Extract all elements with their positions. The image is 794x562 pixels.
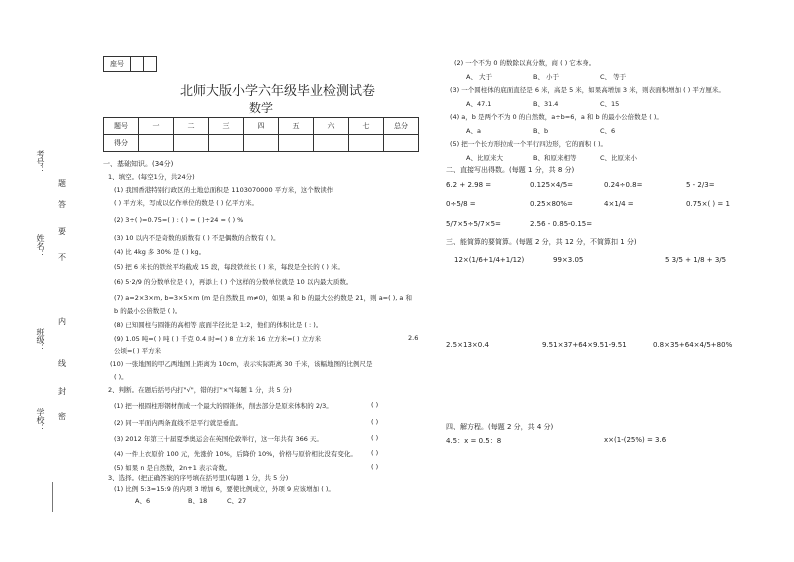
choice-option[interactable]: B、18 [188, 497, 208, 505]
judge-item: (2) 同一平面内两条直线不是平行就是垂直。 [114, 419, 243, 427]
binding-line [52, 482, 53, 512]
question-text: b 的最小公倍数是 ( )。 [114, 307, 182, 315]
judge-item: (5) 如果 n 是自然数，2n+1 表示奇数。 [114, 464, 232, 472]
simplify-item: 12×(1/6+1/4+1/12) [454, 256, 525, 264]
choice-question: (2) 一个不为 0 的数除以真分数，商 ( ) 它本身。 [454, 59, 596, 67]
score-input-cell[interactable] [349, 135, 384, 152]
side-school-label: 学校： [36, 408, 45, 432]
score-header-cell: 三 [209, 118, 244, 135]
judge-answer-box[interactable]: ( ) [371, 463, 379, 471]
question-text: 2.6 [408, 334, 419, 342]
choice-question: (4) a，b 是两个不为 0 的自然数，a÷b=6，a 和 b 的最小公倍数是 ( )。 [450, 113, 663, 121]
section-4-heading: 四、解方程。(每题 2 分，共 4 分) [446, 423, 554, 431]
calc-item: 5 - 2/3= [686, 181, 715, 189]
choice-option[interactable]: C、27 [227, 497, 247, 505]
side-char: 密 [58, 412, 66, 421]
choice-option[interactable]: C、比原来小 [600, 154, 638, 162]
question-text: (8) 已知圆柱与圆锥的高相等 底面半径比是 1:2，他们的体积比是 ( : )。 [114, 321, 323, 329]
simplify-item: 99×3.05 [553, 256, 584, 264]
question-text: (5) 把 6 米长的铁丝平均截成 15 段，每段铁丝长 ( ) 米，每段是全长的 ( ) 米。 [114, 263, 344, 271]
score-input-cell[interactable] [244, 135, 279, 152]
question-3-heading: 3、选择。(把正确答案的序号填在括号里)(每题 1 分，共 5 分) [108, 474, 289, 482]
choice-option[interactable]: B、31.4 [533, 100, 559, 108]
simplify-item: 0.8×35+64×4/5+80% [653, 341, 733, 349]
question-text: (1) 我国香港特别行政区的土地总面积是 1103070000 平方米，这个数读作 [114, 186, 334, 194]
score-row-label: 得分 [104, 135, 139, 152]
question-text: (4) 比 4kg 多 30% 是 ( ) kg。 [114, 248, 206, 256]
judge-item: (3) 2012 年第三十届夏季奥运会在英国伦敦举行，这一年共有 366 天。 [114, 435, 323, 443]
calc-item: 4×1/4 = [604, 200, 634, 208]
exam-title: 北师大版小学六年级毕业检测试卷 [180, 84, 376, 99]
judge-answer-box[interactable]: ( ) [371, 449, 379, 457]
choice-question: (5) 把一个长方形拉成一个平行四边形，它的面积 ( )。 [450, 140, 607, 148]
judge-item: (4) 一件上衣原价 100 元，先涨价 10%，后降价 10%，价格与原价相比没有变化。 [114, 450, 357, 458]
choice-question: (3) 一个圆柱体的底面直径是 6 米，高是 5 米，如果高增加 3 米，则表面积增加 ( ) 平方厘米。 [450, 86, 725, 94]
score-header-cell: 五 [279, 118, 314, 135]
choice-option[interactable]: C、6 [600, 127, 616, 135]
question-text: ( )。 [114, 373, 128, 381]
section-1-heading: 一、基础知识。(34分) [103, 160, 174, 168]
choice-option[interactable]: C、 等于 [600, 73, 627, 81]
score-input-cell[interactable] [279, 135, 314, 152]
seat-cell[interactable] [131, 57, 144, 72]
choice-option[interactable]: B、 小于 [533, 73, 560, 81]
score-input-cell[interactable] [384, 135, 419, 152]
simplify-item: 2.5×13×0.4 [446, 341, 489, 349]
score-input-cell[interactable] [314, 135, 349, 152]
side-char: 题 [58, 179, 66, 188]
side-char: 内 [58, 317, 66, 326]
question-text: (7) a=2×3×m, b=3×5×m (m 是自然数且 m≠0)，如果 a 和 b 的最大公约数是 21，则 a=( ), a 和 [114, 294, 412, 302]
score-header-cell: 七 [349, 118, 384, 135]
question-text: (6) 5·2/9 的分数单位是 ( )，再添上 ( ) 个这样的分数单位就是 10 以内最大质数。 [114, 278, 353, 286]
question-text: (10) 一张地图的甲乙两地图上距离为 10cm，表示实际距离 30 千米，该幅地图的比例尺是 [110, 360, 373, 368]
choice-option[interactable]: C、15 [600, 100, 620, 108]
calc-item: 5/7×5÷5/7×5= [446, 220, 501, 228]
question-text: (3) 10 以内不是奇数的质数有 ( ) 不是偶数的合数有 ( )。 [114, 234, 280, 242]
score-header-cell: 总分 [384, 118, 419, 135]
side-char: 要 [58, 227, 66, 236]
seat-cell[interactable] [144, 57, 157, 72]
judge-answer-box[interactable]: ( ) [371, 401, 379, 409]
side-kaohao-label: 考号： [36, 150, 45, 174]
exam-subject: 数学 [249, 101, 274, 115]
choice-option[interactable]: A、6 [135, 497, 151, 505]
side-char: 封 [58, 387, 66, 396]
score-header-cell: 二 [174, 118, 209, 135]
question-text: (2) 3÷( )=0.75=( ) : ( ) = ( )÷24 = ( ) % [114, 216, 244, 224]
calc-item: 0.25×80%= [530, 200, 573, 208]
calc-item: 2.56 - 0.85-0.15= [530, 220, 593, 228]
score-input-cell[interactable] [209, 135, 244, 152]
question-text: (9) 1.05 吨=( ) 吨 ( ) 千克 0.4 时=( ) 8 立方米 16 立方米=( ) 立方米 [114, 335, 322, 343]
side-class-label: 班级： [36, 328, 45, 352]
score-header-cell: 四 [244, 118, 279, 135]
side-char: 答 [58, 200, 66, 209]
judge-item: (1) 把一根圆柱形钢材削成一个最大的圆锥体，削去部分是原来体积的 2/3。 [114, 402, 333, 410]
section-2-heading: 二、直接写出得数。(每题 1 分，共 8 分) [446, 166, 575, 174]
seat-number-box [103, 56, 157, 72]
seat-label: 座号 [104, 57, 131, 72]
equation-item: x×(1-(25%) = 3.6 [604, 436, 667, 444]
score-table [103, 117, 419, 152]
side-char: 线 [58, 359, 66, 368]
calc-item: 0.125×4/5= [530, 181, 574, 189]
side-name-label: 姓名： [36, 234, 45, 258]
equation-item: 4.5：x = 0.5：8 [446, 437, 502, 445]
calc-item: 6.2 + 2.98 = [446, 181, 492, 189]
choice-option[interactable]: B、b [533, 127, 549, 135]
choice-option[interactable]: A、 大于 [466, 73, 493, 81]
judge-answer-box[interactable]: ( ) [371, 434, 379, 442]
question-text: 公顷=( ) 平方米 [114, 347, 162, 355]
question-2-heading: 2、判断。在题后括号内打"√"，错的打"×"(每题 1 分，共 5 分) [108, 386, 292, 394]
choice-option[interactable]: A、47.1 [466, 100, 492, 108]
question-1-heading: 1、填空。(每空1分，共24分) [108, 173, 195, 181]
judge-answer-box[interactable]: ( ) [371, 418, 379, 426]
choice-option[interactable]: A、a [466, 127, 481, 135]
score-header-cell: 一 [139, 118, 174, 135]
section-3-heading: 三、能简算的要简算。(每题 2 分，共 12 分，不简算扣 1 分) [446, 238, 637, 246]
question-text: ( ) 平方米，写成以亿作单位的数是 ( ) 亿平方米。 [114, 199, 258, 207]
choice-option[interactable]: B、和原来相等 [533, 154, 577, 162]
simplify-item: 5 3/5 + 1/8 + 3/5 [665, 256, 727, 264]
calc-item: 0.75×( ) = 1 [686, 200, 730, 208]
calc-item: 0÷5/8 = [446, 200, 476, 208]
choice-question: (1) 比例 5:3=15:9 的内项 3 增加 6，要使比例成立，外项 9 应该增加 ( )。 [114, 485, 335, 493]
score-header-cell: 六 [314, 118, 349, 135]
choice-option[interactable]: A、比原来大 [466, 154, 503, 162]
calc-item: 0.24÷0.8= [604, 181, 643, 189]
score-input-cell[interactable] [174, 135, 209, 152]
simplify-item: 9.51×37+64×9.51-9.51 [542, 341, 627, 349]
score-input-cell[interactable] [139, 135, 174, 152]
side-char: 不 [58, 253, 66, 262]
score-header-cell: 题号 [104, 118, 139, 135]
